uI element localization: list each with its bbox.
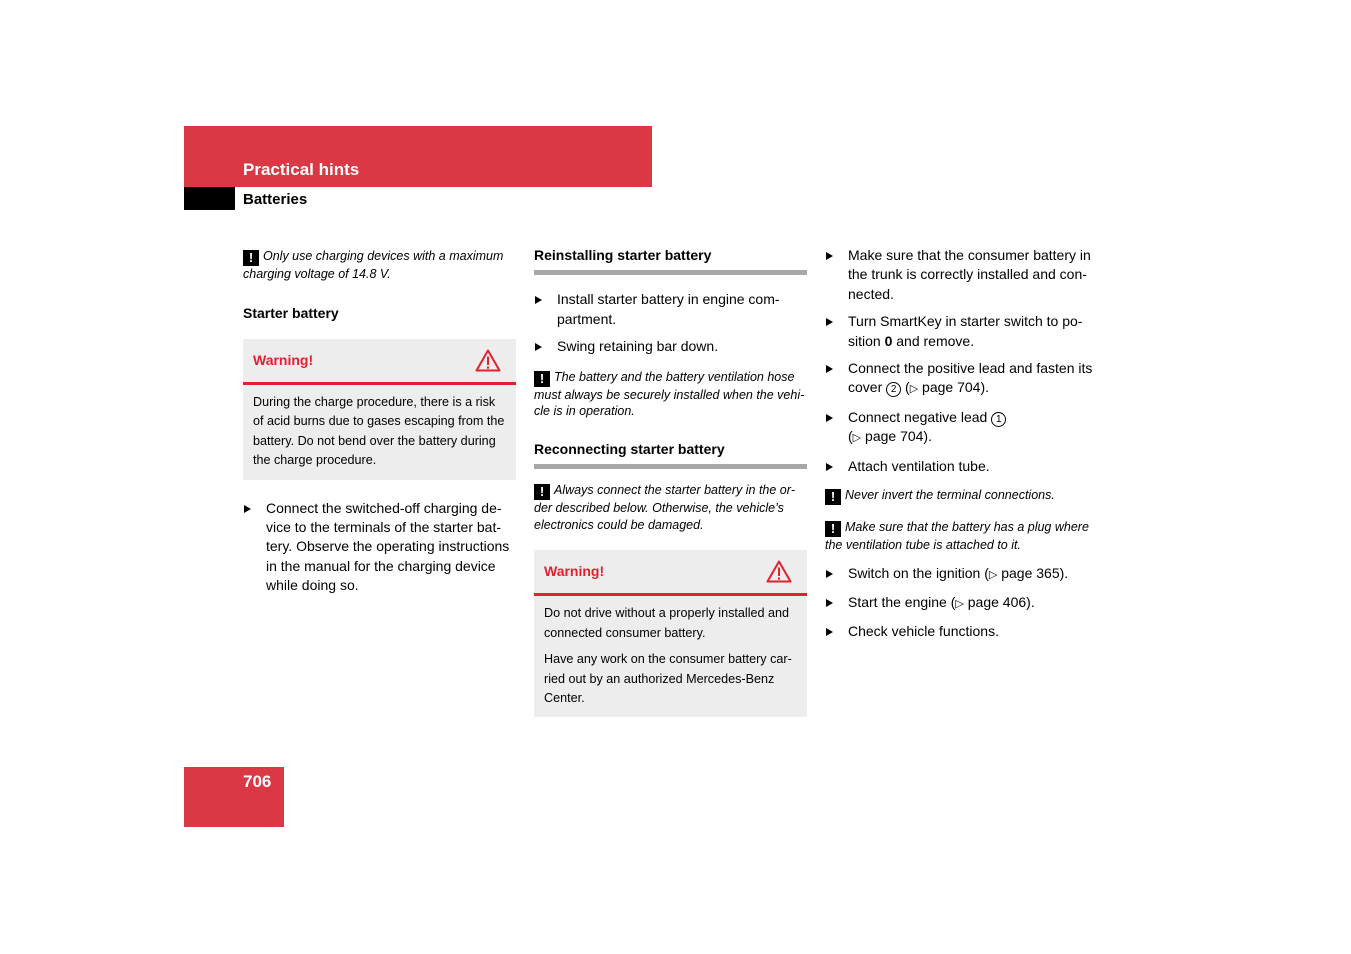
note-charging-voltage: ! Only use charging devices with a maximum charging voltage of 14.8 V. (243, 249, 504, 281)
column-2 (534, 246, 807, 717)
heading-reconnecting: Reconnecting starter battery (534, 440, 807, 469)
warning-body: Do not drive without a properly installed and connected consumer battery. Have any work on the consumer battery carried out by an authorized Mercedes-Benz Center. (544, 606, 792, 706)
page-pointer-icon: ▷ (852, 432, 862, 445)
list-item: Switch on the ignition (▷ page 365). (825, 564, 1098, 585)
step-list (534, 290, 807, 356)
page-pointer-icon: ▷ (955, 598, 964, 611)
list-item: Attach ventilation tube. (825, 457, 1098, 476)
column-1 (243, 248, 516, 596)
list-item: Connect the switched-off charging device to the terminals of the starter battery. Observe the operating instructions in the manual for the charging device while doing so. (243, 499, 516, 596)
exclamation-icon: ! (534, 484, 550, 500)
note-ventilation-hose: ! The battery and the battery ventilation hose must always be securely installed when the vehicle is in operation. (534, 369, 805, 419)
exclamation-icon: ! (825, 521, 841, 537)
subsection-title: Batteries (243, 191, 308, 208)
warning-triangle-icon (766, 560, 792, 583)
callout-number: 2 (886, 382, 901, 397)
callout-number: 1 (991, 412, 1006, 427)
warning-body: During the charge procedure, there is a risk of acid burns due to gases escaping from the battery. Do not bend over the battery during the charge procedure. (253, 395, 505, 468)
list-item: Swing retaining bar down. (534, 337, 807, 356)
list-item: Connect the positive lead and fasten its cover 2 (▷ page 704). (825, 359, 1098, 400)
page-pointer-icon: ▷ (909, 383, 919, 396)
column-3 (825, 246, 1098, 642)
warning-title: Warning! (544, 563, 605, 580)
page-pointer-icon: ▷ (988, 568, 998, 581)
warning-box (534, 550, 807, 717)
list-item: Make sure that the consumer battery in the trunk is correctly installed and connected. (825, 246, 1098, 304)
note-terminal-connections: ! Never invert the terminal connections. (825, 487, 1098, 505)
warning-title: Warning! (253, 351, 314, 368)
warning-header (243, 339, 516, 385)
section-title: Practical hints (243, 160, 360, 179)
list-item: Check vehicle functions. (825, 622, 1098, 641)
heading-starter-battery: Starter battery (243, 304, 339, 321)
note-ventilation-plug: ! Make sure that the battery has a plug where the ventilation tube is attached to it. (825, 520, 1089, 553)
exclamation-icon: ! (243, 250, 259, 266)
page-number: 706 (243, 772, 272, 791)
list-item: Turn SmartKey in starter switch to position 0 and remove. (825, 312, 1098, 351)
list-item: Install starter battery in engine compartment. (534, 290, 807, 329)
exclamation-icon: ! (825, 489, 841, 505)
note-connection-order: ! Always connect the starter battery in the order described below. Otherwise, the vehicle’s electronics could be damaged. (534, 483, 796, 532)
list-item: Connect negative lead 1 (▷ page 704). (825, 408, 1098, 449)
exclamation-icon: ! (534, 371, 550, 387)
warning-box (243, 339, 516, 480)
step-list (825, 564, 1098, 642)
step-list (243, 499, 516, 596)
list-item: Start the engine (▷ page 406). (825, 593, 1098, 614)
heading-reinstalling: Reinstalling starter battery (534, 246, 807, 275)
step-list (825, 246, 1098, 476)
section-tab-marker (184, 187, 235, 210)
warning-triangle-icon (475, 349, 501, 372)
warning-header (534, 550, 807, 596)
